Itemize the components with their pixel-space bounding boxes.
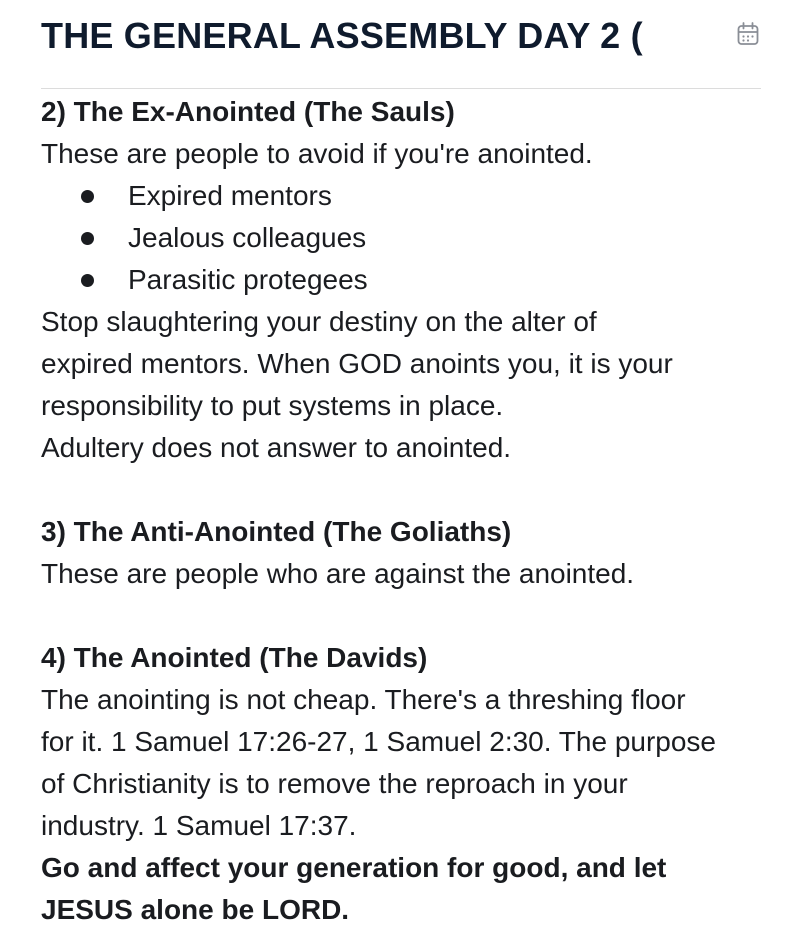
- section-2-heading: 2) The Ex-Anointed (The Sauls): [41, 96, 455, 127]
- blank-line: [41, 595, 771, 637]
- list-item-text: Jealous colleagues: [128, 222, 367, 253]
- body-line: These are people who are against the anointed.: [41, 558, 635, 589]
- list-item-text: Expired mentors: [128, 180, 332, 211]
- section-2-intro: These are people to avoid if you're anointed.: [41, 138, 593, 169]
- note-header: [41, 0, 761, 89]
- bullet-list: [41, 175, 771, 301]
- list-item: [41, 217, 771, 259]
- body-line: Adultery does not answer to anointed.: [41, 432, 512, 463]
- body-line: industry. 1 Samuel 17:37.: [41, 810, 357, 841]
- body-line: for it. 1 Samuel 17:26-27, 1 Samuel 2:30. The purpose: [41, 726, 717, 757]
- body-line: The anointing is not cheap. There's a threshing floor: [41, 684, 686, 715]
- list-item-text: Parasitic protegees: [128, 264, 368, 295]
- section-4-heading: 4) The Anointed (The Davids): [41, 642, 428, 673]
- note-body[interactable]: [41, 91, 771, 931]
- bullet-dot-icon: [81, 274, 94, 287]
- blank-line: [41, 469, 771, 511]
- list-item: [41, 259, 771, 301]
- bullet-dot-icon: [81, 190, 94, 203]
- note-title: THE GENERAL ASSEMBLY DAY 2 (: [41, 15, 643, 56]
- body-line: expired mentors. When GOD anoints you, it is your: [41, 348, 673, 379]
- closing-line: Go and affect your generation for good, and let: [41, 852, 667, 883]
- calendar-icon[interactable]: [737, 22, 759, 46]
- body-line: responsibility to put systems in place.: [41, 390, 504, 421]
- body-line: of Christianity is to remove the reproach in your: [41, 768, 628, 799]
- list-item: [41, 175, 771, 217]
- section-3-heading: 3) The Anti-Anointed (The Goliaths): [41, 516, 512, 547]
- closing-line: JESUS alone be LORD.: [41, 894, 350, 925]
- body-line: Stop slaughtering your destiny on the alter of: [41, 306, 597, 337]
- bullet-dot-icon: [81, 232, 94, 245]
